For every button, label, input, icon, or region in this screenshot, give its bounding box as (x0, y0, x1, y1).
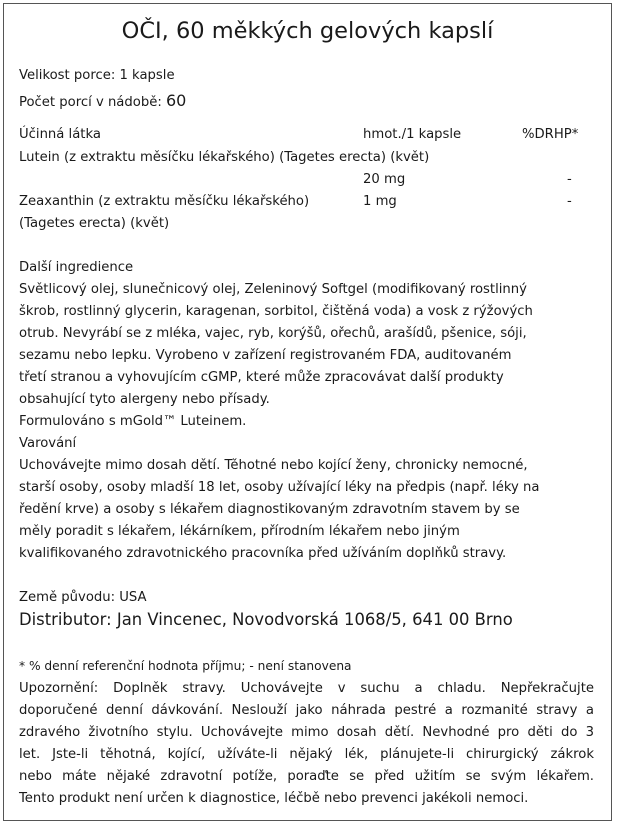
other-ingredients-line: Světlicový olej, slunečnicový olej, Zeleninový Softgel (modifikovaný rostlinný (19, 282, 527, 297)
warning-line: ředění krve) a osoby s lékařem diagnostikovaným zdravotním stavem by se (19, 502, 520, 517)
notice-line: let. Jste-li těhotná, kojící, užíváte-li nějaký lék, plánujete-li chirurgický zákrok (19, 747, 594, 762)
servings-label: Počet porcí v nádobě: (19, 95, 162, 110)
serving-size: Velikost porce: 1 kapsle (19, 68, 175, 83)
country-of-origin: Země původu: USA (19, 590, 147, 605)
footnote: * % denní referenční hodnota příjmu; - není stanovena (19, 659, 352, 673)
other-ingredients-line: otrub. Nevyrábí se z mléka, vajec, ryb, korýšů, ořechů, arašídů, pšenice, sóji, (19, 326, 527, 341)
other-ingredients-line: obsahující tyto alergeny nebo přísady. (19, 392, 270, 407)
warning-line: měly poradit s lékařem, lékárníkem, přírodním lékařem nebo jiným (19, 524, 460, 539)
notice-line: doporučené denní dávkování. Neslouží jako náhrada pestré a rozmanité stravy a (19, 703, 594, 718)
other-ingredients-section (19, 257, 539, 565)
product-title: OČI, 60 měkkých gelových kapslí (121, 18, 494, 44)
header-dv: %DRHP* (522, 127, 579, 142)
row-lutein-name: Lutein (z extraktu měsíčku lékařského) (Tagetes erecta) (květ) (19, 150, 430, 165)
warning-line: starší osoby, osoby mladší 18 let, osoby užívající léky na předpis (např. léky na (19, 480, 540, 495)
other-ingredients-line: sezamu nebo lepku. Vyrobeno v zařízení registrovaném FDA, auditovaném (19, 348, 512, 363)
warning-line: kvalifikovaného zdravotnického pracovníka před užíváním doplňků stravy. (19, 546, 507, 561)
other-ingredients-line: třetí stranou a vyhovujícím cGMP, které může zpracovávat další produkty (19, 370, 504, 385)
row-zeaxanthin-dv: - (567, 194, 572, 209)
header-amount: hmot./1 kapsle (363, 127, 462, 142)
formulated-with: Formulováno s mGold™ Luteinem. (19, 414, 247, 429)
notice-line: nebo máte nějaké zdravotní potíže, poraďte se před užitím se svým lékařem. (19, 769, 594, 784)
warning-line: Uchovávejte mimo dosah dětí. Těhotné nebo kojící ženy, chronicky nemocné, (19, 458, 528, 473)
notice-line: zdravého životního stylu. Uchovávejte mimo dosah dětí. Nevhodné pro děti do 3 (19, 725, 594, 740)
other-ingredients-line: škrob, rostlinný glycerin, karagenan, sorbitol, čištěná voda) a vosk z rýžových (19, 304, 533, 319)
distributor: Distributor: Jan Vincenec, Novodvorská 1068/5, 641 00 Brno (19, 610, 513, 629)
servings-value: 60 (165, 91, 187, 110)
notice-line: Tento produkt není určen k diagnostice, léčbě nebo prevenci jakékoli nemoci. (19, 791, 529, 806)
row-zeaxanthin-name-cont: (Tagetes erecta) (květ) (19, 216, 170, 231)
servings-per-container (19, 90, 186, 112)
other-ingredients-heading: Další ingredience (19, 260, 134, 275)
notice-line: Upozornění: Doplněk stravy. Uchovávejte v suchu a chladu. Nepřekračujte (19, 681, 594, 696)
row-lutein-amount: 20 mg (363, 172, 406, 187)
warning-heading: Varování (19, 436, 77, 451)
row-zeaxanthin-amount: 1 mg (363, 194, 397, 209)
supplement-label (3, 3, 612, 821)
notice-section (19, 678, 594, 810)
header-ingredient: Účinná látka (19, 127, 101, 142)
row-zeaxanthin-name: Zeaxanthin (z extraktu měsíčku lékařského) (19, 194, 310, 209)
row-lutein-dv: - (567, 172, 572, 187)
